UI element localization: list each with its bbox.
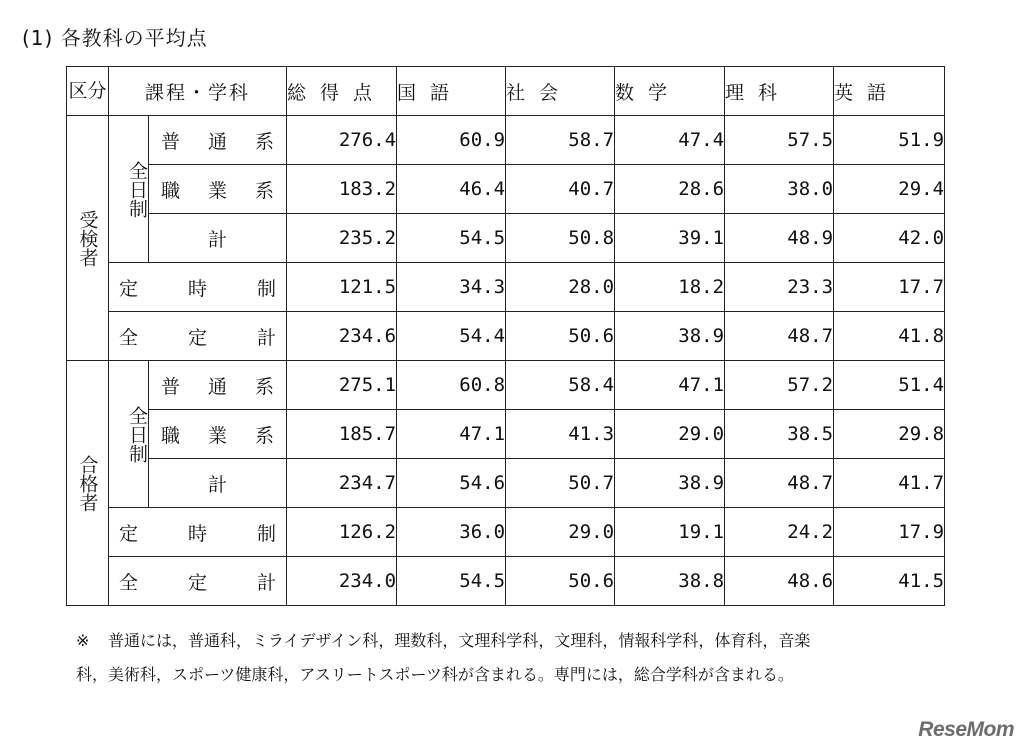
row-label <box>109 312 287 361</box>
score-cell: 39.1 <box>615 214 725 263</box>
row-label-char: 時 <box>188 277 208 300</box>
score-cell: 51.4 <box>834 361 945 410</box>
score-cell: 275.1 <box>287 361 397 410</box>
table-row <box>67 116 945 165</box>
row-label <box>109 557 287 606</box>
score-cell: 29.0 <box>506 508 615 557</box>
header-subject: 理科 <box>725 67 834 116</box>
score-cell: 19.1 <box>615 508 725 557</box>
row-label-char: 職 <box>161 424 181 447</box>
score-cell: 48.7 <box>725 312 834 361</box>
row-label-char: 制 <box>257 522 277 545</box>
row-label <box>149 165 287 214</box>
row-label-char: 職 <box>161 179 181 202</box>
score-cell: 47.4 <box>615 116 725 165</box>
score-cell: 121.5 <box>287 263 397 312</box>
average-score-table <box>66 66 945 606</box>
row-label-char: 全 <box>119 326 139 349</box>
row-label-char: 業 <box>208 424 228 447</box>
score-cell: 28.6 <box>615 165 725 214</box>
group-label: 合格者 <box>67 361 109 606</box>
row-label <box>149 116 287 165</box>
score-cell: 38.9 <box>615 312 725 361</box>
score-cell: 36.0 <box>397 508 506 557</box>
resemom-logo: ReseMom <box>918 718 1014 741</box>
score-cell: 57.5 <box>725 116 834 165</box>
score-cell: 276.4 <box>287 116 397 165</box>
score-cell: 29.0 <box>615 410 725 459</box>
score-cell: 17.9 <box>834 508 945 557</box>
row-label-char: 普 <box>161 375 181 398</box>
score-cell: 54.5 <box>397 557 506 606</box>
score-cell: 58.4 <box>506 361 615 410</box>
row-label <box>149 214 287 263</box>
score-cell: 47.1 <box>615 361 725 410</box>
score-cell: 38.5 <box>725 410 834 459</box>
score-cell: 34.3 <box>397 263 506 312</box>
score-cell: 50.7 <box>506 459 615 508</box>
note-mark: ※ <box>76 631 90 650</box>
table-row <box>67 361 945 410</box>
score-cell: 42.0 <box>834 214 945 263</box>
row-label-char: 系 <box>255 179 275 202</box>
row-label <box>109 263 287 312</box>
row-label-char: 系 <box>255 375 275 398</box>
score-cell: 24.2 <box>725 508 834 557</box>
score-cell: 185.7 <box>287 410 397 459</box>
score-cell: 28.0 <box>506 263 615 312</box>
score-cell: 48.6 <box>725 557 834 606</box>
score-cell: 41.8 <box>834 312 945 361</box>
row-label-char: 時 <box>188 522 208 545</box>
score-cell: 60.9 <box>397 116 506 165</box>
note-line-1: 普通には，普通科，ミライデザイン科，理数科，文理科学科，文理科，情報科学科，体育科，音楽 <box>108 631 811 650</box>
header-subject: 国語 <box>397 67 506 116</box>
score-cell: 234.6 <box>287 312 397 361</box>
row-label <box>149 410 287 459</box>
score-cell: 38.0 <box>725 165 834 214</box>
row-label-char: 系 <box>255 424 275 447</box>
score-cell: 183.2 <box>287 165 397 214</box>
page-title: (1) 各教科の平均点 <box>22 26 208 50</box>
score-cell: 51.9 <box>834 116 945 165</box>
row-label-char: 通 <box>208 130 228 153</box>
header-subject: 英語 <box>834 67 945 116</box>
header-subject: 社会 <box>506 67 615 116</box>
score-cell: 29.4 <box>834 165 945 214</box>
table-row <box>67 214 945 263</box>
score-cell: 50.8 <box>506 214 615 263</box>
score-cell: 235.2 <box>287 214 397 263</box>
score-cell: 40.7 <box>506 165 615 214</box>
score-cell: 126.2 <box>287 508 397 557</box>
row-label-char: 計 <box>257 326 277 349</box>
row-label-char: 定 <box>119 522 139 545</box>
score-cell: 50.6 <box>506 312 615 361</box>
table-row <box>67 508 945 557</box>
row-label-char: 系 <box>255 130 275 153</box>
header-katei: 課程・学科 <box>109 67 287 116</box>
table-row <box>67 263 945 312</box>
score-cell: 48.9 <box>725 214 834 263</box>
score-cell: 38.9 <box>615 459 725 508</box>
table-row <box>67 165 945 214</box>
row-label <box>149 459 287 508</box>
header-subject: 総得点 <box>287 67 397 116</box>
score-cell: 57.2 <box>725 361 834 410</box>
score-cell: 54.5 <box>397 214 506 263</box>
score-cell: 234.0 <box>287 557 397 606</box>
score-cell: 18.2 <box>615 263 725 312</box>
subgroup-label: 全日制 <box>109 361 149 508</box>
table-row <box>67 410 945 459</box>
score-cell: 47.1 <box>397 410 506 459</box>
row-label-char: 定 <box>188 571 208 594</box>
score-cell: 41.7 <box>834 459 945 508</box>
score-cell: 58.7 <box>506 116 615 165</box>
table-row <box>67 557 945 606</box>
note-line-2: 科，美術科，スポーツ健康科，アスリートスポーツ科が含まれる。専門には，総合学科が含まれる。 <box>76 665 794 684</box>
row-label-text: 計 <box>208 473 228 496</box>
group-label: 受検者 <box>67 116 109 361</box>
score-cell: 17.7 <box>834 263 945 312</box>
score-cell: 54.6 <box>397 459 506 508</box>
score-cell: 54.4 <box>397 312 506 361</box>
row-label-char: 定 <box>188 326 208 349</box>
footnote <box>76 624 1006 692</box>
score-cell: 23.3 <box>725 263 834 312</box>
score-cell: 60.8 <box>397 361 506 410</box>
score-cell: 41.3 <box>506 410 615 459</box>
row-label-char: 計 <box>257 571 277 594</box>
row-label-char: 全 <box>119 571 139 594</box>
table-row <box>67 312 945 361</box>
row-label <box>109 508 287 557</box>
score-cell: 50.6 <box>506 557 615 606</box>
row-label-text: 計 <box>208 228 228 251</box>
score-cell: 29.8 <box>834 410 945 459</box>
score-cell: 41.5 <box>834 557 945 606</box>
score-cell: 46.4 <box>397 165 506 214</box>
score-cell: 48.7 <box>725 459 834 508</box>
header-subject: 数学 <box>615 67 725 116</box>
row-label-char: 普 <box>161 130 181 153</box>
row-label-char: 定 <box>119 277 139 300</box>
score-cell: 234.7 <box>287 459 397 508</box>
row-label <box>149 361 287 410</box>
table-row <box>67 459 945 508</box>
row-label-char: 通 <box>208 375 228 398</box>
row-label-char: 制 <box>257 277 277 300</box>
score-cell: 38.8 <box>615 557 725 606</box>
header-row <box>67 67 945 116</box>
row-label-char: 業 <box>208 179 228 202</box>
header-kubun: 区分 <box>67 67 109 116</box>
subgroup-label: 全日制 <box>109 116 149 263</box>
